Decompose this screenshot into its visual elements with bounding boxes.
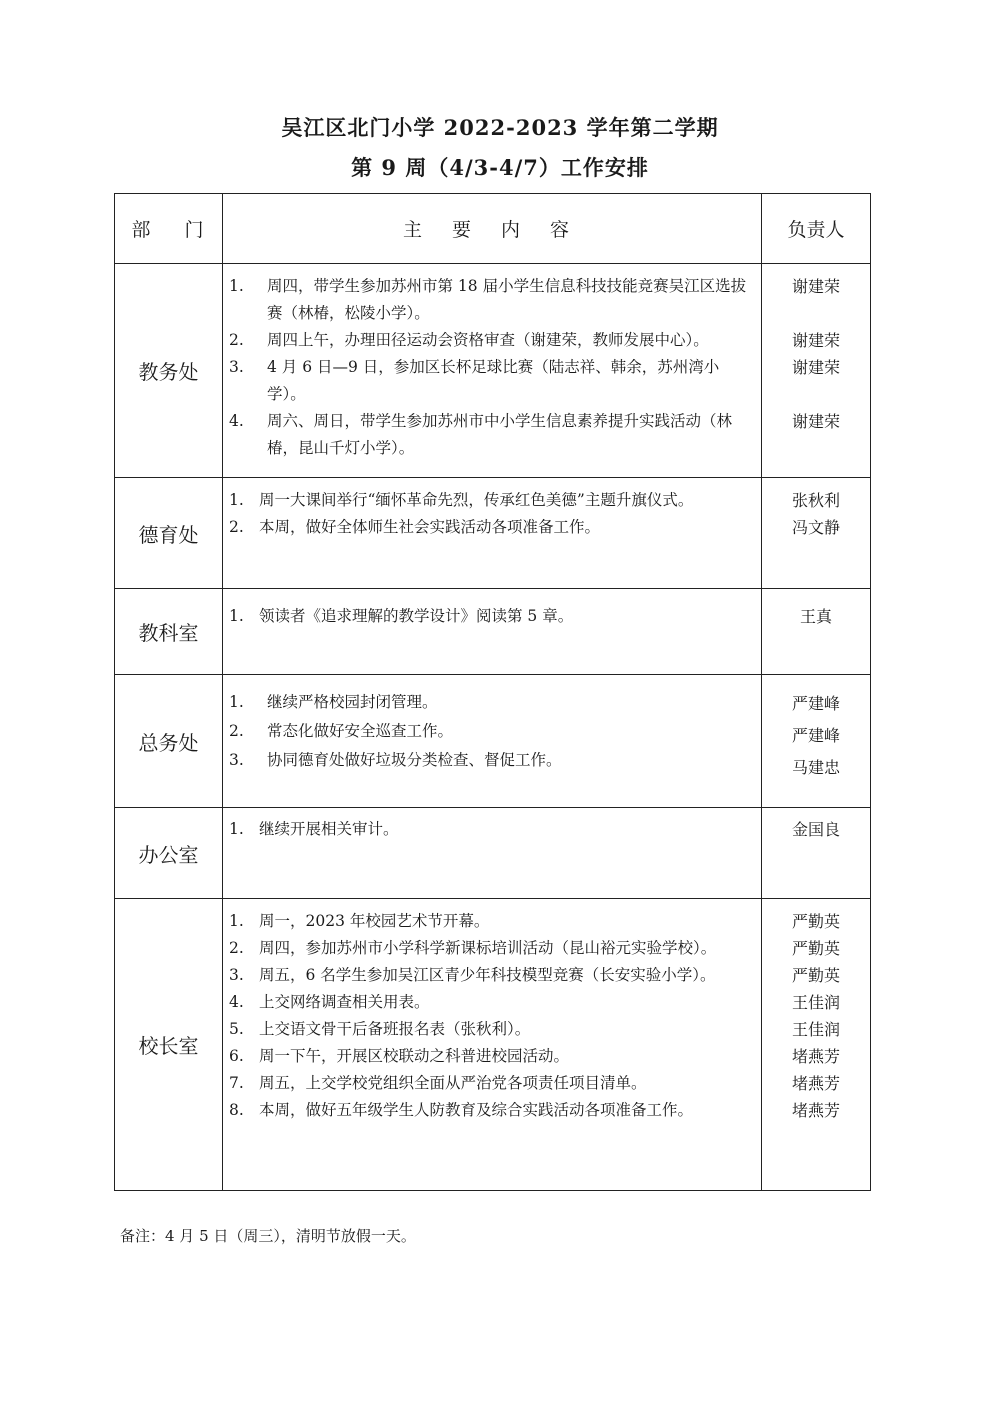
list-item: 1. 周四，带学生参加苏州市第 18 届小学生信息科技技能竞赛吴江区选拔赛（林椿，松陵小学）。 (229, 277, 747, 322)
dept-cell: 校长室 (115, 899, 223, 1191)
owner-name: 严勤英 (791, 939, 840, 958)
document-subtitle: 第 9 周（4/3-4/7）工作安排 (351, 155, 649, 180)
table-row (115, 675, 871, 808)
owner-name: 马建忠 (791, 758, 840, 777)
list-item: 2. 常态化做好安全巡查工作。 (229, 722, 454, 740)
owner-name: 谢建荣 (791, 331, 840, 350)
owner-cell (762, 264, 871, 478)
list-item: 4. 上交网络调查相关用表。 (229, 993, 430, 1011)
content-cell (223, 899, 762, 1191)
content-cell (223, 478, 762, 589)
content-cell (223, 589, 762, 675)
owner-name: 王真 (799, 607, 832, 626)
content-cell (223, 675, 762, 808)
owner-name: 严建峰 (791, 694, 840, 713)
dept-cell: 总务处 (115, 675, 223, 808)
owner-cell (762, 808, 871, 899)
list-item: 6. 周一下午，开展区校联动之科普进校园活动。 (229, 1047, 570, 1065)
content-cell (223, 264, 762, 478)
footnote: 备注：4 月 5 日（周三），清明节放假一天。 (120, 1227, 416, 1245)
owner-name (762, 300, 870, 327)
owner-name: 堵燕芳 (791, 1074, 840, 1093)
owner-cell (762, 899, 871, 1191)
list-item: 1. 继续开展相关审计。 (229, 820, 399, 838)
owner-name: 谢建荣 (791, 358, 840, 377)
list-item: 4. 周六、周日，带学生参加苏州市中小学生信息素养提升实践活动（林椿，昆山千灯小学）。 (229, 412, 733, 457)
list-item: 1. 继续严格校园封闭管理。 (229, 693, 438, 711)
owner-name: 金国良 (791, 820, 840, 839)
owner-name: 堵燕芳 (791, 1101, 840, 1120)
list-item: 3. 4 月 6 日—9 日，参加区长杯足球比赛（陆志祥、韩余，苏州湾小学）。 (229, 358, 720, 403)
owner-name: 堵燕芳 (791, 1047, 840, 1066)
content-cell (223, 808, 762, 899)
dept-cell: 办公室 (115, 808, 223, 899)
list-item: 7. 周五，上交学校党组织全面从严治党各项责任项目清单。 (229, 1074, 647, 1092)
list-item: 2. 本周，做好全体师生社会实践活动各项准备工作。 (229, 518, 601, 536)
header-owner: 负责人 (762, 194, 871, 264)
list-item: 8. 本周，做好五年级学生人防教育及综合实践活动各项准备工作。 (229, 1101, 694, 1119)
table-row (115, 264, 871, 478)
table-row (115, 478, 871, 589)
owner-cell (762, 589, 871, 675)
dept-cell: 教务处 (115, 264, 223, 478)
owner-name: 王佳润 (791, 993, 840, 1012)
owner-name: 谢建荣 (791, 277, 840, 296)
owner-cell (762, 675, 871, 808)
list-item: 1. 周一，2023 年校园艺术节开幕。 (229, 912, 490, 930)
table-header-row (115, 194, 871, 264)
list-item: 2. 周四，参加苏州市小学科学新课标培训活动（昆山裕元实验学校）。 (229, 939, 717, 957)
owner-name: 严勤英 (791, 912, 840, 931)
header-content: 主 要 内 容 (223, 194, 762, 264)
table-row (115, 808, 871, 899)
owner-name: 张秋利 (791, 491, 840, 510)
owner-name: 王佳润 (791, 1020, 840, 1039)
owner-name: 严建峰 (791, 726, 840, 745)
document-title: 吴江区北门小学 2022-2023 学年第二学期 (281, 115, 719, 140)
schedule-table (114, 193, 871, 1191)
owner-name: 冯文静 (791, 518, 840, 537)
list-item: 1. 周一大课间举行“缅怀革命先烈，传承红色美德”主题升旗仪式。 (229, 491, 694, 509)
header-dept: 部 门 (115, 194, 223, 264)
dept-cell: 教科室 (115, 589, 223, 675)
dept-cell: 德育处 (115, 478, 223, 589)
owner-name: 谢建荣 (791, 412, 840, 431)
owner-name: 严勤英 (791, 966, 840, 985)
list-item: 3. 周五，6 名学生参加吴江区青少年科技模型竞赛（长安实验小学）。 (229, 966, 716, 984)
owner-cell (762, 478, 871, 589)
table-row (115, 899, 871, 1191)
owner-name (762, 381, 870, 408)
list-item: 3. 协同德育处做好垃圾分类检查、督促工作。 (229, 751, 562, 769)
list-item: 2. 周四上午，办理田径运动会资格审查（谢建荣，教师发展中心）。 (229, 331, 709, 349)
table-row (115, 589, 871, 675)
list-item: 1. 领读者《追求理解的教学设计》阅读第 5 章。 (229, 607, 574, 625)
list-item: 5. 上交语文骨干后备班报名表（张秋利）。 (229, 1020, 531, 1038)
